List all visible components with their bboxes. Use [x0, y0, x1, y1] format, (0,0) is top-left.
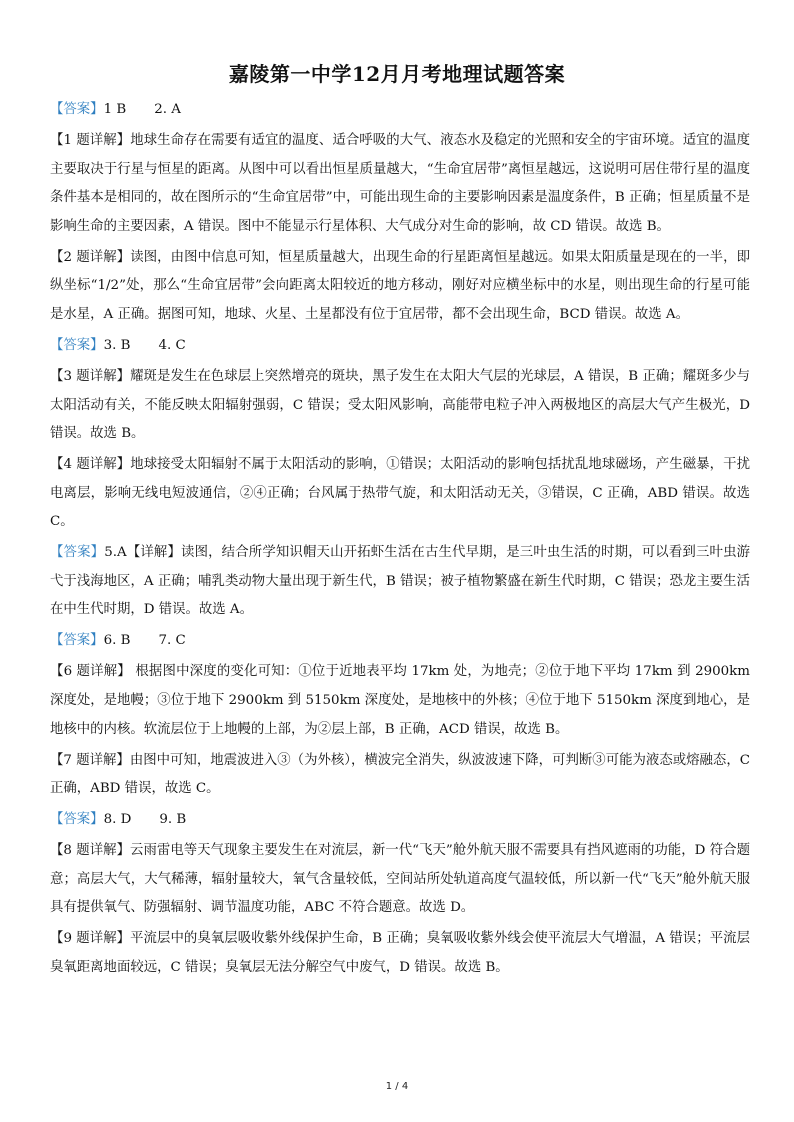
- answer-2: 2. A: [154, 102, 181, 117]
- page-number: 1 / 4: [385, 1081, 409, 1092]
- explanation-8: 【8 题详解】云雨雷电等天气现象主要发生在对流层，新一代“飞天”舱外航天服不需要具有挡风遮雨的功能，D 符合题意；高层大气，大气稀薄，辐射量较大，氧气含量较低，空间站所处轨道高度气温较低，所以新一代“飞天”舱外航天服具有提供氧气、防强辐射、调节温度功能，ABC 不符合题意。故选 D。: [50, 843, 750, 916]
- explanation-2: 【2 题详解】读图，由图中信息可知，恒星质量越大，出现生命的行星距离恒星越远。如果太阳质量是现在的一半，即纵坐标“1/2”处，那么“生命宜居带”会向距离太阳较近的地方移动，刚好对应横坐标中的水星，则出现生命的行星可能是水星，A 正确。据图可知，地球、火星、土星都没有位于宜居带，都不会出现生命，BCD 错误。故选 A。: [50, 249, 750, 322]
- answer-tag: 【答案】: [50, 545, 105, 561]
- answer-tag: 【答案】: [50, 337, 104, 353]
- answer-8: 8. D: [103, 812, 132, 828]
- answer-tag: 【答案】: [50, 633, 104, 649]
- answer-4: 4. C: [158, 337, 186, 353]
- answer-content: [50, 96, 750, 985]
- answer-line-8-9: [50, 806, 750, 835]
- explanation-7: 【7 题详解】由图中可知，地震波进入③（为外核），横波完全消失，纵波波速下降，可判断③可能为液态或熔融态，C 正确，ABD 错误，故选 C。: [50, 752, 750, 797]
- answer-5-text: 5.A【详解】读图，结合所学知识帽天山开拓虾生活在古生代早期，是三叶虫生活的时期，可以看到三叶虫游弋于浅海地区，A 正确；哺乳类动物大量出现于新生代，B 错误；被子植物繁盛在新生代时期，C 错误；恐龙主要生活在中生代时期，D 错误。故选 A。: [50, 545, 751, 618]
- answer-tag: 【答案】: [50, 812, 104, 828]
- explanation-9: 【9 题详解】平流层中的臭氧层吸收紫外线保护生命，B 正确；臭氧吸收紫外线会使平流层大气增温，A 错误；平流层臭氧距离地面较远，C 错误；臭氧层无法分解空气中废气，D 错误。故选 B。: [50, 931, 750, 975]
- page-title: 嘉陵第一中学12月月考地理试题答案: [228, 62, 566, 86]
- explanation-1: 【1 题详解】地球生命存在需要有适宜的温度、适合呼吸的大气、液态水及稳定的光照和安全的宇宙环境。适宜的温度主要取决于行星与恒星的距离。从图中可以看出恒星质量越大，“生命宜居带”离恒星越远，这说明可居住带行星的温度条件基本是相同的，故在图所示的“生命宜居带”中，可能出现生命的主要影响因素是温度条件，B 正确；恒星质量不是影响生命的主要因素，A 错误。图中不能显示行星体积、大气成分对生命的影响，故 CD 错误。故选 B。: [50, 132, 750, 234]
- answer-3: 3. B: [103, 337, 131, 353]
- answer-line-6-7: [50, 627, 750, 656]
- answer-5-with-explanation: [50, 539, 750, 625]
- answer-7: 7. C: [158, 633, 186, 649]
- answer-line-1-2: [50, 96, 750, 125]
- answer-1: 1 B: [103, 102, 127, 117]
- answer-6: 6. B: [103, 633, 131, 649]
- answer-line-3-4: [50, 332, 750, 361]
- explanation-4: 【4 题详解】地球接受太阳辐射不属于太阳活动的影响，①错误；太阳活动的影响包括扰乱地球磁场，产生磁暴，干扰电离层，影响无线电短波通信，②④正确；台风属于热带气旋，和太阳活动无关，③错误，C 正确，ABD 错误。故选 C。: [50, 457, 750, 530]
- explanation-3: 【3 题详解】耀斑是发生在色球层上突然增亮的斑块，黑子发生在太阳大气层的光球层，A 错误，B 正确；耀斑多少与太阳活动有关，不能反映太阳辐射强弱，C 错误；受太阳风影响，高能带电粒子冲入两极地区的高层大气产生极光，D 错误。故选 B。: [50, 368, 750, 442]
- answer-9: 9. B: [159, 812, 187, 828]
- answer-tag: 【答案】: [50, 102, 104, 117]
- explanation-6: 【6 题详解】 根据图中深度的变化可知：①位于近地表平均 17km 处，为地壳；②位于地下平均 17km 到 2900km 深度处，是地幔；③位于地下 2900km 到 5150km 深度处，是地核中的外核；④位于地下 5150km 深度到地心，是地核中的内核。软流层位于上地幔的上部，为②层上部，B 正确，ACD 错误，故选 B。: [50, 664, 750, 737]
